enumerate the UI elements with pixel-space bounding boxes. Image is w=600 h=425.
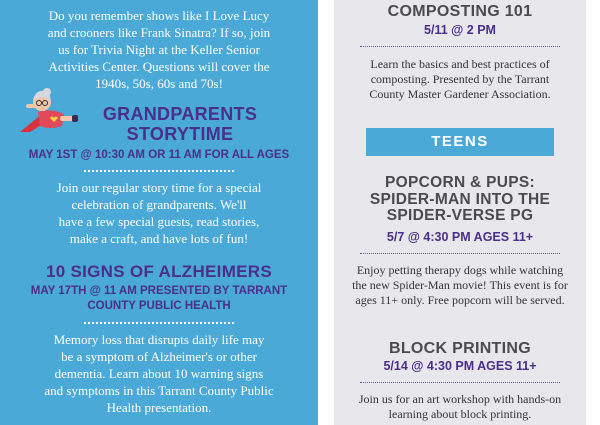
alzheimers-title: 10 SIGNS OF ALZHEIMERS (45, 262, 273, 281)
divider (360, 46, 560, 47)
composting-when: 5/11 @ 2 PM (424, 23, 496, 37)
block-printing-title: BLOCK PRINTING (389, 340, 531, 357)
composting-title: COMPOSTING 101 (387, 3, 533, 20)
grandparents-when: MAY 1ST @ 10:30 AM OR 11 AM FOR ALL AGES (28, 149, 290, 161)
popcorn-title: POPCORN & PUPS: SPIDER-MAN INTO THE SPIDER-VERSE PG (369, 174, 551, 224)
trivia-description: Do you remember shows like I Love Lucy and crooners like Frank Sinatra? If so, join us for Trivia Night at the Keller Senior Activities Center. Questions will cover the 1940s, 50s, 60s and 70s! (47, 8, 271, 91)
divider (84, 170, 234, 172)
alzheimers-description: Memory loss that disrupts daily life may be a symptom of Alzheimer's or other dementia. Learn about 10 warning signs and symptoms in this Tarrant County Public Health presentation. (44, 332, 274, 415)
popcorn-when: 5/7 @ 4:30 PM AGES 11+ (386, 230, 534, 244)
block-printing-when: 5/14 @ 4:30 PM AGES 11+ (383, 359, 537, 373)
teens-section-header: TEENS (366, 128, 554, 156)
block-printing-description: Join us for an art workshop with hands-on learning about block printing. (358, 392, 562, 421)
divider (84, 322, 234, 324)
divider (360, 253, 560, 254)
grandparents-description: Join our regular story time for a special celebration of grandparents. We'll have a few special guests, read stories, make a craft, and have lots of fun! (56, 180, 262, 246)
grandparents-title: GRANDPARENTS STORYTIME (102, 104, 258, 144)
composting-description: Learn the basics and best practices of composting. Presented by the Tarrant County Master Gardener Association. (369, 57, 551, 101)
divider (360, 382, 560, 383)
popcorn-description: Enjoy petting therapy dogs while watching the new Spider-Man movie! This event is for ages 11+ only. Free popcorn will be served. (352, 263, 568, 307)
alzheimers-when: MAY 17TH @ 11 AM PRESENTED BY TARRANT COUNTY PUBLIC HEALTH (30, 285, 288, 312)
